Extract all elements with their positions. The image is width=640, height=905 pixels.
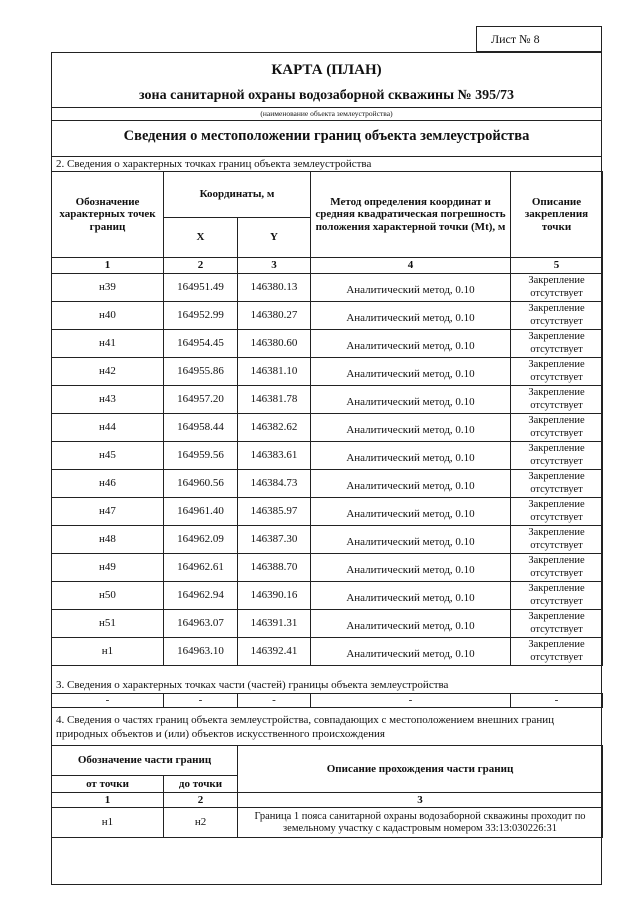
empty-cell: - — [238, 694, 311, 708]
method-value: Аналитический метод, 0.10 — [311, 386, 511, 414]
fixation-description: Закрепление отсутствует — [511, 470, 603, 498]
point-name: н48 — [52, 526, 164, 554]
point-name: н46 — [52, 470, 164, 498]
section4-label: 4. Сведения о частях границ объекта землеустройства, совпадающих с местоположением внешних границ природных объектов и (или) объектов искусственного происхождения — [56, 714, 554, 740]
column-number: 3 — [238, 258, 311, 274]
empty-cell: - — [52, 694, 164, 708]
table-row — [52, 442, 603, 470]
fixation-description: Закрепление отсутствует — [511, 414, 603, 442]
divider — [51, 120, 602, 121]
point-name: н47 — [52, 498, 164, 526]
table-row — [52, 330, 603, 358]
method-value: Аналитический метод, 0.10 — [311, 274, 511, 302]
method-value: Аналитический метод, 0.10 — [311, 302, 511, 330]
from-point: н1 — [52, 808, 164, 838]
table-row — [52, 554, 603, 582]
point-name: н51 — [52, 610, 164, 638]
table-row — [52, 498, 603, 526]
fixation-description: Закрепление отсутствует — [511, 442, 603, 470]
column-number: 1 — [52, 793, 164, 808]
x-coordinate: 164962.61 — [164, 554, 238, 582]
y-coordinate: 146382.62 — [238, 414, 311, 442]
table-row — [52, 358, 603, 386]
method-value: Аналитический метод, 0.10 — [311, 554, 511, 582]
column-number: 2 — [164, 258, 238, 274]
point-name: н40 — [52, 302, 164, 330]
point-name: н1 — [52, 638, 164, 666]
fixation-description: Закрепление отсутствует — [511, 358, 603, 386]
y-coordinate: 146380.27 — [238, 302, 311, 330]
y-coordinate: 146384.73 — [238, 470, 311, 498]
x-coordinate: 164963.07 — [164, 610, 238, 638]
header-to-point: до точки — [164, 776, 238, 793]
table-row — [52, 274, 603, 302]
table-row — [52, 808, 603, 838]
x-coordinate: 164960.56 — [164, 470, 238, 498]
table-row — [52, 694, 603, 708]
subtitle-underline — [51, 107, 602, 108]
part-points-table — [51, 693, 603, 708]
fixation-description: Закрепление отсутствует — [511, 498, 603, 526]
table-row — [52, 638, 603, 666]
method-value: Аналитический метод, 0.10 — [311, 414, 511, 442]
x-coordinate: 164961.40 — [164, 498, 238, 526]
point-name: н45 — [52, 442, 164, 470]
point-name: н39 — [52, 274, 164, 302]
table-row — [52, 302, 603, 330]
document-title: КАРТА (ПЛАН) — [271, 62, 382, 78]
boundary-description: Граница 1 пояса санитарной охраны водозаборной скважины проходит по земельному участку с кадастровым номером 33:13:030226:31 — [238, 808, 603, 838]
x-coordinate: 164951.49 — [164, 274, 238, 302]
fixation-description: Закрепление отсутствует — [511, 302, 603, 330]
point-name: н43 — [52, 386, 164, 414]
x-coordinate: 164952.99 — [164, 302, 238, 330]
method-value: Аналитический метод, 0.10 — [311, 610, 511, 638]
x-coordinate: 164959.56 — [164, 442, 238, 470]
header-coordinates: Координаты, м — [164, 172, 311, 218]
boundary-parts-table — [51, 745, 603, 838]
y-coordinate: 146388.70 — [238, 554, 311, 582]
method-value: Аналитический метод, 0.10 — [311, 582, 511, 610]
sheet-number-box — [476, 26, 602, 52]
empty-cell: - — [164, 694, 238, 708]
method-value: Аналитический метод, 0.10 — [311, 442, 511, 470]
method-value: Аналитический метод, 0.10 — [311, 470, 511, 498]
x-coordinate: 164957.20 — [164, 386, 238, 414]
fixation-description: Закрепление отсутствует — [511, 638, 603, 666]
method-value: Аналитический метод, 0.10 — [311, 526, 511, 554]
y-coordinate: 146381.10 — [238, 358, 311, 386]
point-name: н49 — [52, 554, 164, 582]
empty-cell: - — [311, 694, 511, 708]
sheet-number: Лист № 8 — [491, 32, 540, 46]
object-name-caption: (наименование объекта землеустройства) — [260, 109, 393, 118]
section2-label: 2. Сведения о характерных точках границ объекта землеустройства — [56, 158, 372, 170]
column-number: 5 — [511, 258, 603, 274]
table-row — [52, 386, 603, 414]
column-number: 3 — [238, 793, 603, 808]
column-number: 2 — [164, 793, 238, 808]
y-coordinate: 146392.41 — [238, 638, 311, 666]
y-coordinate: 146385.97 — [238, 498, 311, 526]
point-name: н44 — [52, 414, 164, 442]
fixation-description: Закрепление отсутствует — [511, 554, 603, 582]
header-designation: Обозначение характерных точек границ — [52, 172, 164, 258]
fixation-description: Закрепление отсутствует — [511, 526, 603, 554]
point-name: н41 — [52, 330, 164, 358]
section3-label: 3. Сведения о характерных точках части (частей) границы объекта землеустройства — [56, 679, 449, 691]
object-name: зона санитарной охраны водозаборной скважины № 395/73 — [138, 88, 515, 103]
fixation-description: Закрепление отсутствует — [511, 330, 603, 358]
column-number: 1 — [52, 258, 164, 274]
method-value: Аналитический метод, 0.10 — [311, 358, 511, 386]
y-coordinate: 146380.13 — [238, 274, 311, 302]
fixation-description: Закрепление отсутствует — [511, 274, 603, 302]
y-coordinate: 146390.16 — [238, 582, 311, 610]
header-part-description: Описание прохождения части границ — [238, 746, 603, 793]
header-part-designation: Обозначение части границ — [52, 746, 238, 776]
section-heading: Сведения о местоположении границ объекта землеустройства — [123, 128, 530, 144]
method-value: Аналитический метод, 0.10 — [311, 330, 511, 358]
to-point: н2 — [164, 808, 238, 838]
table-row — [52, 414, 603, 442]
column-number: 4 — [311, 258, 511, 274]
method-value: Аналитический метод, 0.10 — [311, 638, 511, 666]
divider — [51, 156, 602, 157]
fixation-description: Закрепление отсутствует — [511, 582, 603, 610]
y-coordinate: 146387.30 — [238, 526, 311, 554]
y-coordinate: 146380.60 — [238, 330, 311, 358]
x-coordinate: 164958.44 — [164, 414, 238, 442]
table-row — [52, 470, 603, 498]
x-coordinate: 164963.10 — [164, 638, 238, 666]
fixation-description: Закрепление отсутствует — [511, 386, 603, 414]
table-row — [52, 582, 603, 610]
header-description: Описание закрепления точки — [511, 172, 603, 258]
table-row — [52, 610, 603, 638]
x-coordinate: 164954.45 — [164, 330, 238, 358]
y-coordinate: 146391.31 — [238, 610, 311, 638]
fixation-description: Закрепление отсутствует — [511, 610, 603, 638]
point-name: н42 — [52, 358, 164, 386]
header-y: Y — [238, 218, 311, 258]
x-coordinate: 164962.94 — [164, 582, 238, 610]
table-row — [52, 526, 603, 554]
points-table — [51, 171, 603, 666]
header-from-point: от точки — [52, 776, 164, 793]
empty-cell: - — [511, 694, 603, 708]
header-method: Метод определения координат и средняя квадратическая погрешность положения характерной точки (Mt), м — [311, 172, 511, 258]
point-name: н50 — [52, 582, 164, 610]
y-coordinate: 146381.78 — [238, 386, 311, 414]
y-coordinate: 146383.61 — [238, 442, 311, 470]
method-value: Аналитический метод, 0.10 — [311, 498, 511, 526]
x-coordinate: 164962.09 — [164, 526, 238, 554]
x-coordinate: 164955.86 — [164, 358, 238, 386]
header-x: X — [164, 218, 238, 258]
